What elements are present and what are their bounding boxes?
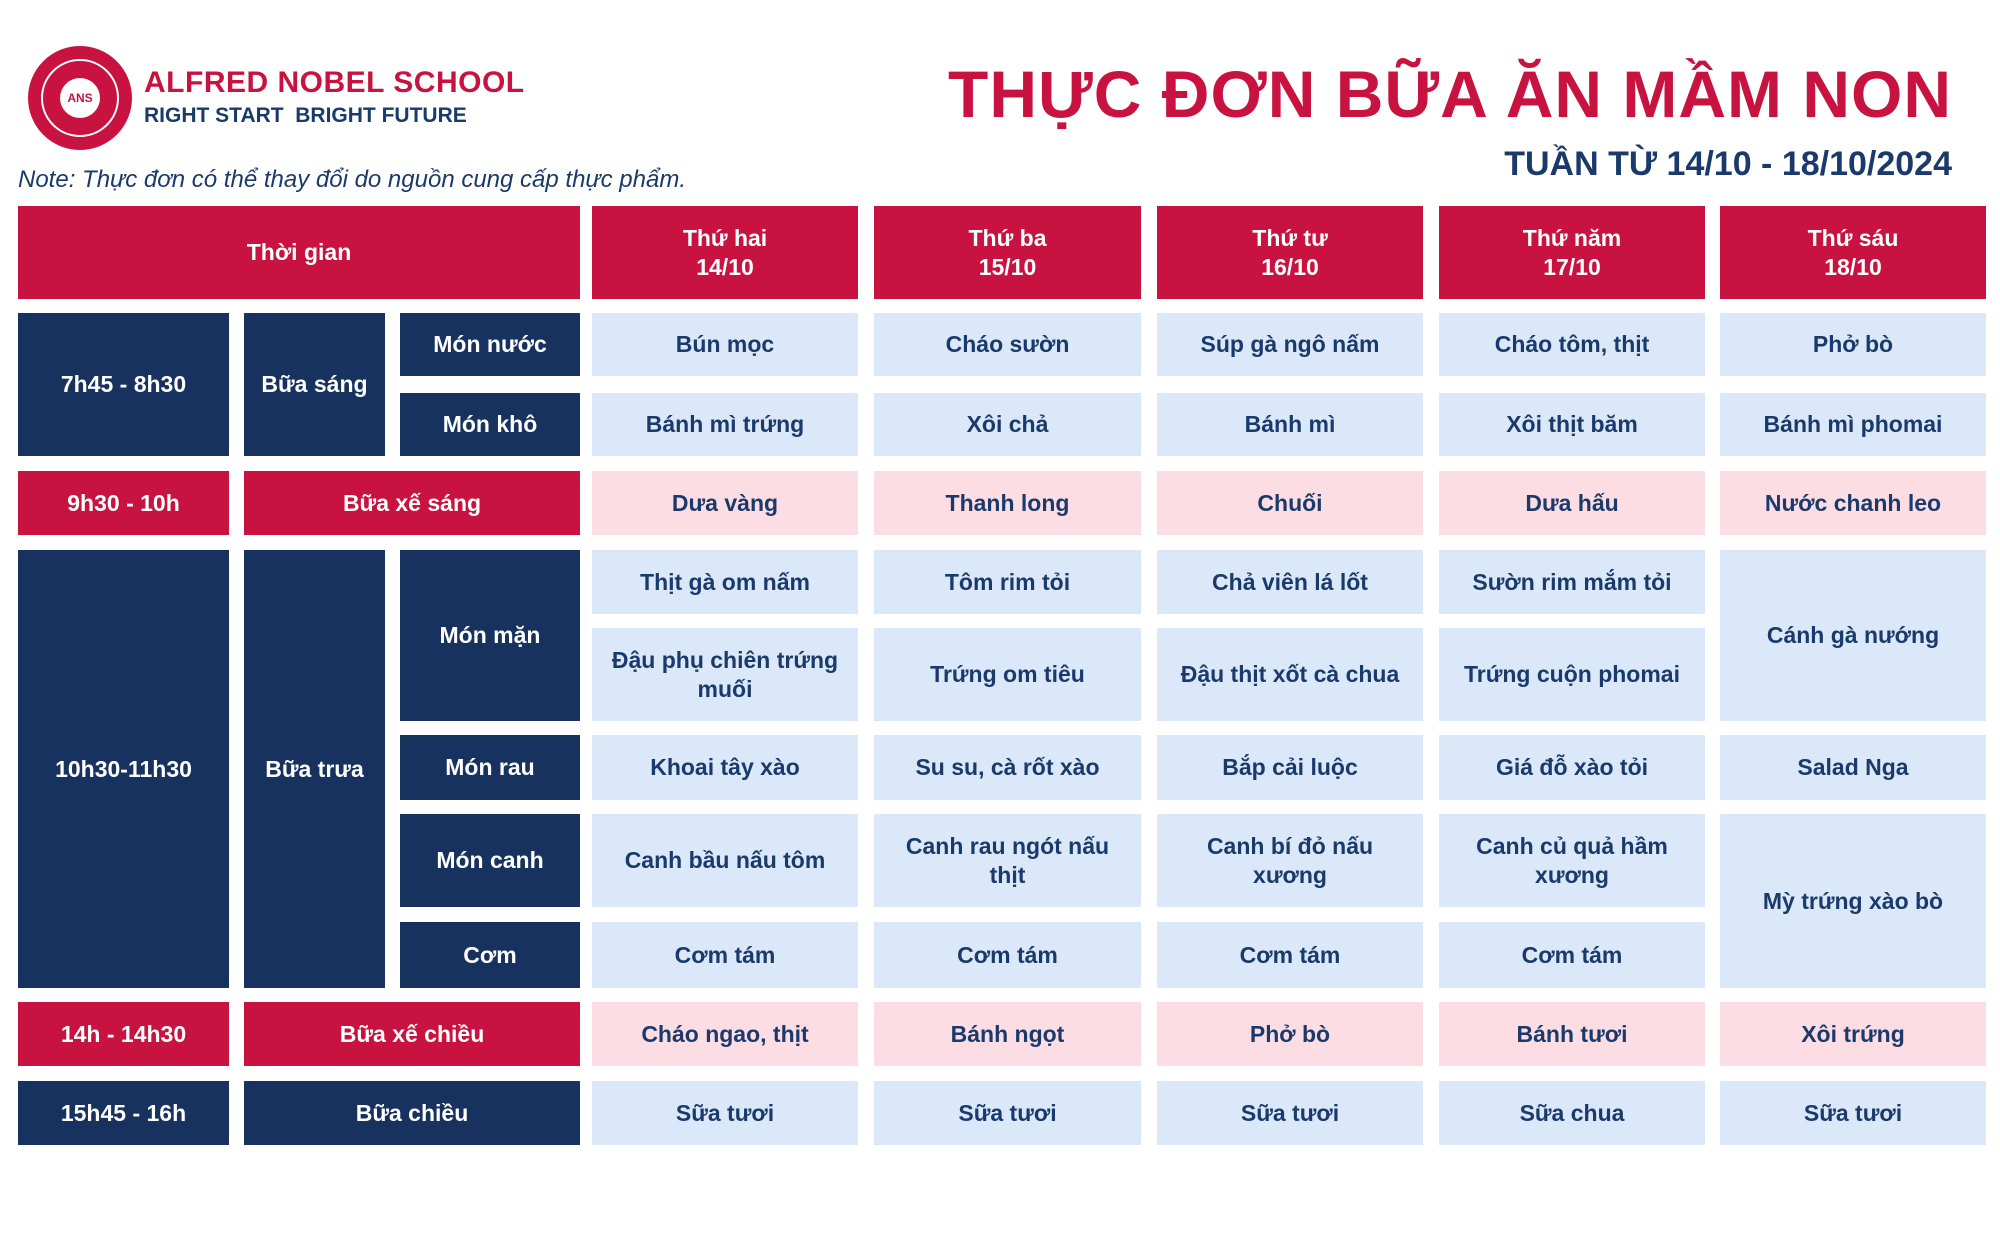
menu-cell-soup-dish-mon: Bún mọc (592, 313, 858, 376)
menu-cell-main1-tue: Tôm rim tỏi (874, 550, 1141, 614)
menu-cell-dry-dish-mon: Bánh mì trứng (592, 393, 858, 456)
dish-type-rice: Cơm (400, 922, 580, 988)
week-range: TUẦN TỪ 14/10 - 18/10/2024 (1504, 145, 1952, 183)
school-logo (28, 46, 132, 150)
day-date: 18/10 (1824, 253, 1882, 280)
day-header-friday (1720, 206, 1986, 299)
meal-afternoon-snack: Bữa xế chiều (244, 1002, 580, 1066)
menu-cell-main2-tue: Trứng om tiêu (874, 628, 1141, 721)
menu-cell-main2-wed: Đậu thịt xốt cà chua (1157, 628, 1423, 721)
menu-cell-vegetable-tue: Su su, cà rốt xào (874, 735, 1141, 800)
menu-cell-main-fri: Cánh gà nướng (1720, 550, 1986, 721)
day-date: 16/10 (1261, 253, 1319, 280)
menu-cell-afternoon-snack-mon: Cháo ngao, thịt (592, 1002, 858, 1066)
menu-cell-main1-thu: Sườn rim mắm tỏi (1439, 550, 1705, 614)
day-name: Thứ tư (1252, 224, 1328, 251)
day-date: 17/10 (1543, 253, 1601, 280)
menu-cell-main2-thu: Trứng cuộn phomai (1439, 628, 1705, 721)
menu-cell-afternoon-mon: Sữa tươi (592, 1081, 858, 1145)
day-name: Thứ ba (968, 224, 1047, 251)
menu-cell-morning-snack-mon: Dưa vàng (592, 471, 858, 535)
time-afternoon-snack: 14h - 14h30 (18, 1002, 229, 1066)
menu-cell-rice-thu: Cơm tám (1439, 922, 1705, 988)
meal-lunch: Bữa trưa (244, 550, 385, 988)
menu-cell-vegetable-mon: Khoai tây xào (592, 735, 858, 800)
day-name: Thứ năm (1522, 224, 1622, 251)
dish-type-dry-dish: Món khô (400, 393, 580, 456)
day-header-wednesday (1157, 206, 1423, 299)
menu-cell-afternoon-thu: Sữa chua (1439, 1081, 1705, 1145)
menu-cell-afternoon-snack-fri: Xôi trứng (1720, 1002, 1986, 1066)
day-name: Thứ hai (682, 224, 768, 251)
dish-type-soup: Món canh (400, 814, 580, 907)
menu-cell-morning-snack-fri: Nước chanh leo (1720, 471, 1986, 535)
day-name: Thứ sáu (1807, 224, 1899, 251)
menu-cell-rice-mon: Cơm tám (592, 922, 858, 988)
menu-cell-soup-rice-fri: Mỳ trứng xào bò (1720, 814, 1986, 988)
menu-cell-afternoon-snack-wed: Phở bò (1157, 1002, 1423, 1066)
menu-cell-morning-snack-tue: Thanh long (874, 471, 1141, 535)
menu-cell-vegetable-wed: Bắp cải luộc (1157, 735, 1423, 800)
day-header-tuesday (874, 206, 1141, 299)
menu-cell-afternoon-tue: Sữa tươi (874, 1081, 1141, 1145)
time-breakfast: 7h45 - 8h30 (18, 313, 229, 456)
meal-afternoon: Bữa chiều (244, 1081, 580, 1145)
menu-cell-dry-dish-thu: Xôi thịt băm (1439, 393, 1705, 456)
menu-cell-afternoon-snack-thu: Bánh tươi (1439, 1002, 1705, 1066)
menu-cell-dry-dish-wed: Bánh mì (1157, 393, 1423, 456)
dish-type-vegetable: Món rau (400, 735, 580, 800)
menu-cell-afternoon-snack-tue: Bánh ngọt (874, 1002, 1141, 1066)
logo-ring (41, 59, 119, 137)
menu-note: Note: Thực đơn có thể thay đổi do nguồn cung cấp thực phẩm. (18, 166, 687, 193)
menu-cell-afternoon-fri: Sữa tươi (1720, 1081, 1986, 1145)
school-name: ALFRED NOBEL SCHOOL (144, 66, 525, 99)
day-date: 15/10 (978, 253, 1037, 280)
time-morning-snack: 9h30 - 10h (18, 471, 229, 535)
time-lunch: 10h30-11h30 (18, 550, 229, 988)
page-title: THỰC ĐƠN BỮA ĂN MẦM NON (948, 57, 1952, 131)
day-header-thursday (1439, 206, 1705, 299)
menu-cell-soup-dish-fri: Phở bò (1720, 313, 1986, 376)
day-header-monday (592, 206, 858, 299)
menu-cell-main1-mon: Thịt gà om nấm (592, 550, 858, 614)
menu-cell-soup-thu: Canh củ quả hầm xương (1439, 814, 1705, 907)
menu-cell-vegetable-fri: Salad Nga (1720, 735, 1986, 800)
school-slogan: RIGHT START BRIGHT FUTURE (144, 104, 467, 127)
meal-morning-snack: Bữa xế sáng (244, 471, 580, 535)
menu-cell-afternoon-wed: Sữa tươi (1157, 1081, 1423, 1145)
meal-breakfast: Bữa sáng (244, 313, 385, 456)
menu-cell-soup-wed: Canh bí đỏ nấu xương (1157, 814, 1423, 907)
menu-cell-soup-tue: Canh rau ngót nấu thịt (874, 814, 1141, 907)
menu-cell-soup-mon: Canh bầu nấu tôm (592, 814, 858, 907)
menu-cell-dry-dish-fri: Bánh mì phomai (1720, 393, 1986, 456)
menu-cell-rice-tue: Cơm tám (874, 922, 1141, 988)
menu-cell-soup-dish-wed: Súp gà ngô nấm (1157, 313, 1423, 376)
menu-cell-soup-dish-tue: Cháo sườn (874, 313, 1141, 376)
menu-cell-vegetable-thu: Giá đỗ xào tỏi (1439, 735, 1705, 800)
time-afternoon: 15h45 - 16h (18, 1081, 229, 1145)
dish-type-soup-dish: Món nước (400, 313, 580, 376)
menu-cell-morning-snack-thu: Dưa hấu (1439, 471, 1705, 535)
menu-cell-soup-dish-thu: Cháo tôm, thịt (1439, 313, 1705, 376)
dish-type-main: Món mặn (400, 550, 580, 721)
menu-cell-main2-mon: Đậu phụ chiên trứng muối (592, 628, 858, 721)
menu-cell-main1-wed: Chả viên lá lốt (1157, 550, 1423, 614)
menu-cell-dry-dish-tue: Xôi chả (874, 393, 1141, 456)
day-date: 14/10 (696, 253, 754, 280)
time-column-header: Thời gian (18, 206, 580, 299)
logo-emblem: ANS (60, 78, 100, 118)
menu-cell-morning-snack-wed: Chuối (1157, 471, 1423, 535)
menu-cell-rice-wed: Cơm tám (1157, 922, 1423, 988)
